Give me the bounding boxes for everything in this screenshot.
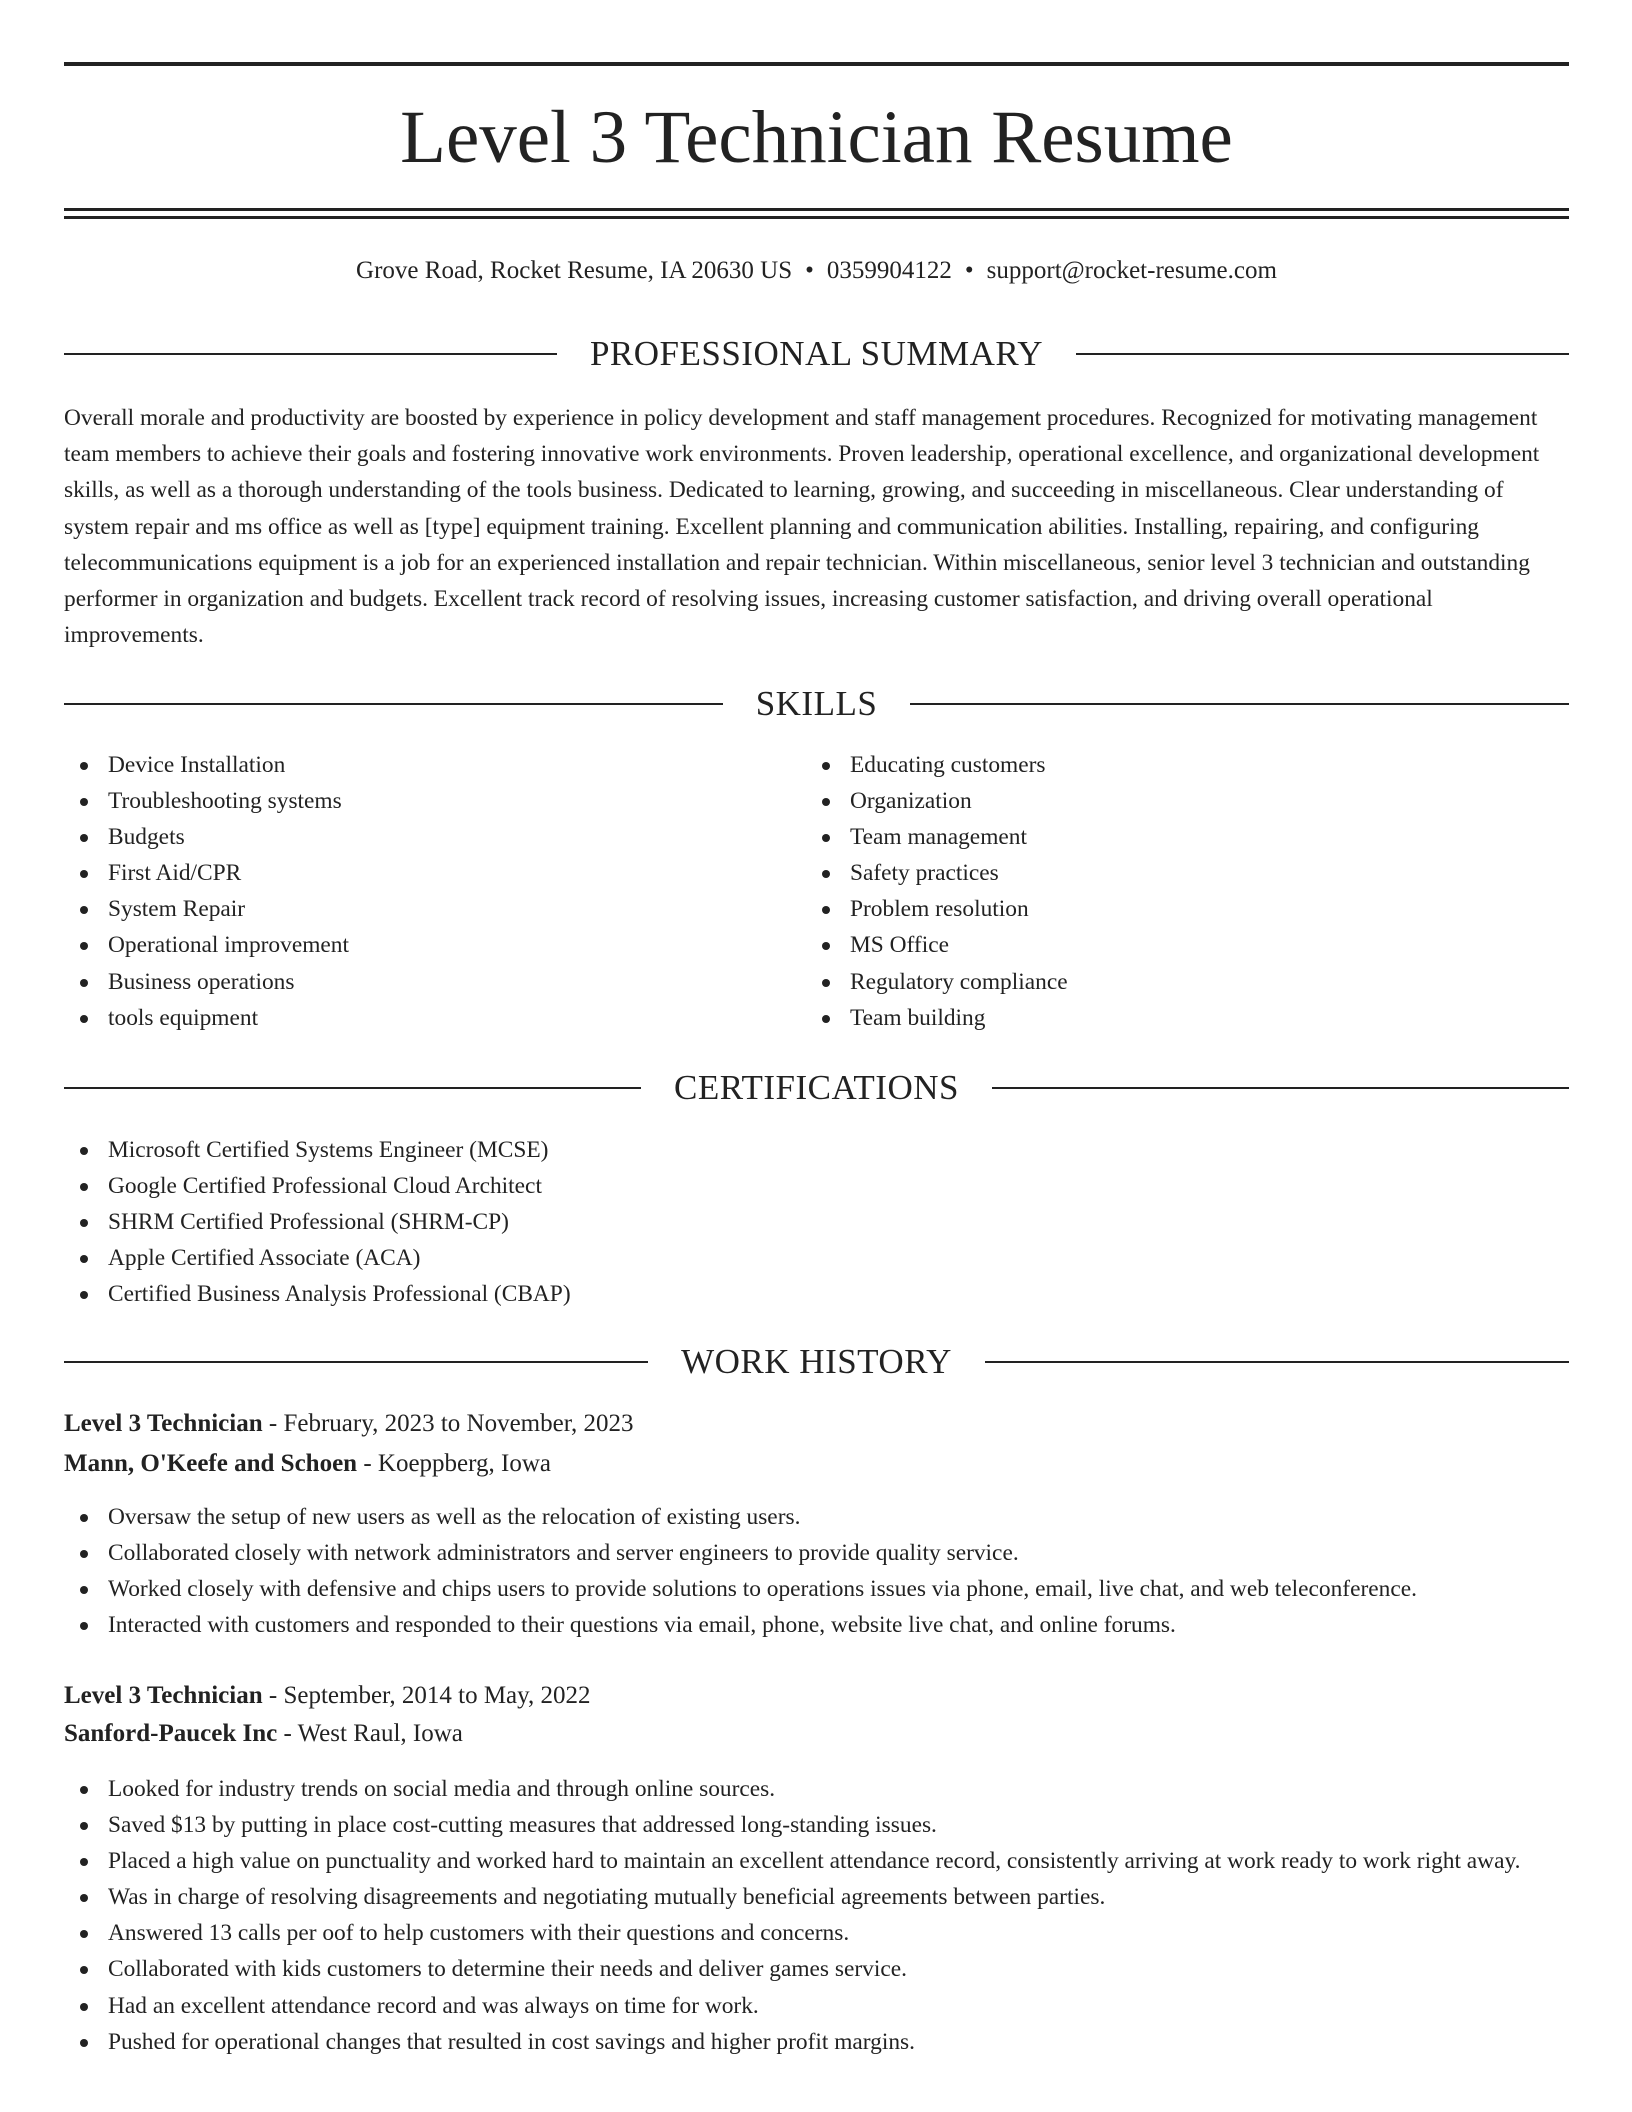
skill-item: tools equipment [64,1000,804,1036]
job-bullet: Placed a high value on punctuality and worked hard to maintain an excellent attendance record, consistently arriving at work ready to work right away. [64,1843,1569,1879]
job-company-line [64,1446,1569,1482]
heading-rule [64,1361,648,1363]
skills-list-left [64,747,804,1036]
section-heading-summary [64,332,1569,376]
job-location: - Koeppberg, Iowa [357,1450,551,1477]
certifications-list [64,1132,1569,1312]
job-location: - West Raul, Iowa [277,1720,463,1747]
heading-rule [64,353,557,355]
skill-item: Budgets [64,819,804,855]
contact-line [64,254,1569,288]
skill-item: Operational improvement [64,927,804,963]
heading-rule [64,1087,641,1089]
section-title: WORK HISTORY [681,1342,952,1381]
contact-address: Grove Road, Rocket Resume, IA 20630 US [356,257,793,284]
section-title: CERTIFICATIONS [674,1068,959,1107]
contact-phone: 0359904122 [826,257,952,284]
job-bullet: Collaborated with kids customers to determine their needs and deliver games service. [64,1951,1569,1987]
certification-item: Microsoft Certified Systems Engineer (MCSE) [64,1132,1569,1168]
skill-item: Organization [806,783,1546,819]
skill-item: Team management [806,819,1546,855]
job-bullet: Interacted with customers and responded to their questions via email, phone, website live chat, and online forums. [64,1607,1569,1643]
section-heading-skills [64,682,1569,726]
top-rule [64,62,1569,66]
job-dates: - February, 2023 to November, 2023 [262,1410,634,1437]
contact-separator: • [964,257,974,284]
job-title: Level 3 Technician [64,1682,263,1709]
job-bullet: Collaborated closely with network administrators and server engineers to provide quality service. [64,1535,1569,1571]
job-title: Level 3 Technician [64,1410,263,1437]
job-company-line [64,1716,1569,1752]
contact-separator: • [805,257,814,284]
job-bullet: Saved $13 by putting in place cost-cutting measures that addressed long-standing issues. [64,1807,1569,1843]
job-bullet: Worked closely with defensive and chips users to provide solutions to operations issues via phone, email, live chat, and web teleconference. [64,1571,1569,1607]
certification-item: SHRM Certified Professional (SHRM-CP) [64,1204,1569,1240]
job-bullets [64,1499,1569,1643]
section-heading-certifications [64,1066,1569,1110]
job-title-line [64,1406,1569,1442]
heading-rule [985,1361,1569,1363]
job-bullet: Was in charge of resolving disagreements and negotiating mutually beneficial agreements between parties. [64,1879,1569,1915]
section-title: SKILLS [755,684,878,723]
job-bullet: Answered 13 calls per oof to help customers with their questions and concerns. [64,1915,1569,1951]
page-title: Level 3 Technician Resume [400,96,1233,179]
skill-item: MS Office [806,927,1546,963]
skill-item: Troubleshooting systems [64,783,804,819]
heading-rule [64,703,723,705]
skill-item: Device Installation [64,747,804,783]
title-rule-lower [64,216,1569,219]
job-bullets [64,1771,1569,2060]
certification-item: Certified Business Analysis Professional (CBAP) [64,1276,1569,1312]
skill-item: Business operations [64,964,804,1000]
job-company: Sanford-Paucek Inc [64,1720,278,1747]
title-rule-upper [64,208,1569,211]
heading-rule [910,703,1569,705]
job-dates: - September, 2014 to May, 2022 [262,1682,591,1709]
skill-item: Problem resolution [806,891,1546,927]
job-bullet: Had an excellent attendance record and was always on time for work. [64,1988,1569,2024]
skills-list-right [806,747,1546,1036]
contact-email: support@rocket-resume.com [986,257,1277,284]
skill-item: Regulatory compliance [806,964,1546,1000]
job-bullet: Looked for industry trends on social media and through online sources. [64,1771,1569,1807]
job-title-line [64,1678,1569,1714]
job-bullet: Pushed for operational changes that resulted in cost savings and higher profit margins. [64,2024,1569,2060]
job-company: Mann, O'Keefe and Schoen [64,1450,358,1477]
skill-item: Team building [806,1000,1546,1036]
job-bullet: Oversaw the setup of new users as well as the relocation of existing users. [64,1499,1569,1535]
skill-item: First Aid/CPR [64,855,804,891]
summary-paragraph: Overall morale and productivity are boosted by experience in policy development and staff management procedures. Recognized for motivating management team members to achieve their goals and fostering innovative work environments. Proven leadership, operational excellence, and organizational development skills, as well as a thorough understanding of the tools business. Dedicated to learning, growing, and succeeding in miscellaneous. Clear understanding of system repair and ms office as well as [type] equipment training. Excellent planning and communication abilities. Installing, repairing, and configuring telecommunications equipment is a job for an experienced installation and repair technician. Within miscellaneous, senior level 3 technician and outstanding performer in organization and budgets. Excellent track record of resolving issues, increasing customer satisfaction, and driving overall operational improvements. [64,405,1540,649]
section-heading-work-history [64,1340,1569,1384]
skill-item: System Repair [64,891,804,927]
skill-item: Educating customers [806,747,1546,783]
certification-item: Google Certified Professional Cloud Architect [64,1168,1569,1204]
certification-item: Apple Certified Associate (ACA) [64,1240,1569,1276]
heading-rule [1076,353,1569,355]
section-title: PROFESSIONAL SUMMARY [589,334,1044,373]
heading-rule [992,1087,1569,1089]
skill-item: Safety practices [806,855,1546,891]
